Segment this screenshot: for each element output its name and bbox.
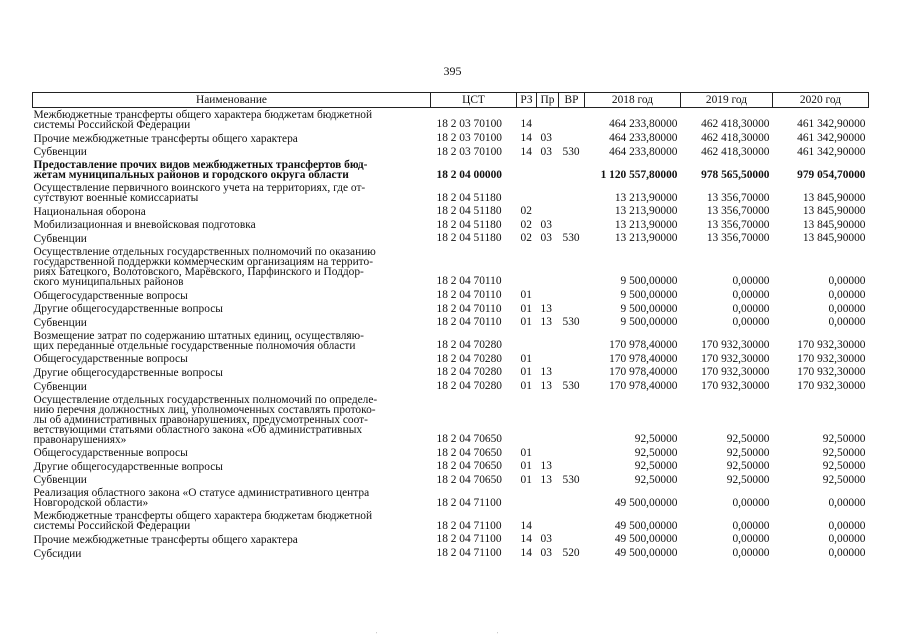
table-row xyxy=(33,329,869,352)
row-name-line: Осуществление отдельных государственных полномочий по определе- xyxy=(33,393,378,406)
row-rz: 01 xyxy=(520,302,532,315)
row-name-line: Возмещение затрат по содержанию штатных единиц, осуществляю- xyxy=(33,329,364,342)
row-name xyxy=(33,509,431,532)
row-vr xyxy=(559,459,585,473)
row-y2018: 92,50000 xyxy=(634,432,678,445)
row-vr xyxy=(559,393,585,446)
table-body xyxy=(33,108,869,560)
row-cst: 18 2 04 51180 xyxy=(436,191,502,204)
header-rz: РЗ xyxy=(517,93,537,108)
table-row xyxy=(33,218,869,232)
row-y2019: 92,50000 xyxy=(726,446,770,459)
row-cst: 18 2 04 70110 xyxy=(436,288,502,301)
table-row xyxy=(33,131,869,145)
row-rz: 01 xyxy=(520,473,532,486)
table-row xyxy=(33,302,869,316)
row-name-line: Осуществление первичного воинского учета на территориях, где от- xyxy=(33,182,366,195)
table-row xyxy=(33,459,869,473)
row-name-line: сутствуют военные комиссариаты xyxy=(33,192,199,205)
row-y2020: 0,00000 xyxy=(828,302,866,315)
row-name-line: нию перечня должностных лиц, уполномоченных составлять протоко- xyxy=(33,403,376,416)
row-pr xyxy=(537,329,559,352)
row-name-line: Другие общегосударственные вопросы xyxy=(33,303,223,316)
row-name xyxy=(33,459,431,473)
row-y2019: 0,00000 xyxy=(732,288,770,301)
row-y2019: 13 356,70000 xyxy=(706,232,770,245)
row-y2019: 170 932,30000 xyxy=(701,379,770,392)
table-row xyxy=(33,158,869,181)
row-y2018: 13 213,90000 xyxy=(614,191,678,204)
row-name-line: Национальная оборона xyxy=(33,205,146,218)
row-name-line: Общегосударственные вопросы xyxy=(33,447,188,460)
row-y2020: 13 845,90000 xyxy=(802,232,866,245)
row-name xyxy=(33,288,431,302)
header-name: Наименование xyxy=(33,93,431,108)
table-row xyxy=(33,288,869,302)
row-name-line: Прочие межбюджетные трансферты общего характера xyxy=(33,533,298,546)
row-vr xyxy=(559,245,585,288)
row-name-line: Субвенции xyxy=(33,380,87,393)
row-name xyxy=(33,245,431,288)
row-name-line: Другие общегосударственные вопросы xyxy=(33,366,223,379)
row-vr xyxy=(559,131,585,145)
table-row xyxy=(33,315,869,329)
row-pr: 03 xyxy=(540,132,552,144)
row-y2019: 0,00000 xyxy=(732,275,770,288)
table-row xyxy=(33,145,869,159)
table-row xyxy=(33,204,869,218)
row-vr: 520 xyxy=(562,546,580,559)
row-vr xyxy=(559,302,585,316)
scan-mark: ' xyxy=(376,632,378,638)
row-name-line: лы об административных правонарушениях, предусмотренных соот- xyxy=(33,413,368,426)
row-cst: 18 2 04 70650 xyxy=(436,432,502,445)
row-pr xyxy=(537,204,559,218)
budget-table xyxy=(32,92,869,560)
row-y2018: 13 213,90000 xyxy=(614,205,678,218)
row-cst: 18 2 04 70110 xyxy=(436,275,502,288)
row-vr: 530 xyxy=(562,145,580,158)
row-name xyxy=(33,329,431,352)
row-pr xyxy=(537,288,559,302)
row-cst: 18 2 04 71100 xyxy=(436,533,502,546)
row-vr xyxy=(559,329,585,352)
row-vr xyxy=(559,446,585,460)
table-row xyxy=(33,393,869,446)
row-y2018: 49 500,00000 xyxy=(614,533,678,546)
row-name-line: правонарушениях» xyxy=(33,433,127,446)
row-name-line: системы Российской Федерации xyxy=(33,520,191,533)
header-pr: Пр xyxy=(537,93,559,108)
row-y2018: 92,50000 xyxy=(634,460,678,473)
row-name-line: щих переданные отдельные государственные полномочия области xyxy=(33,339,356,352)
row-vr xyxy=(559,158,585,181)
row-rz: 01 xyxy=(520,288,532,301)
row-name-line: Субвенции xyxy=(33,232,87,245)
page-number: 395 xyxy=(443,64,462,78)
row-vr: 530 xyxy=(562,379,580,392)
row-y2018: 13 213,90000 xyxy=(614,218,678,231)
row-name xyxy=(33,546,431,560)
row-rz xyxy=(517,245,537,288)
row-name xyxy=(33,158,431,181)
table-row xyxy=(33,546,869,560)
row-y2020: 461 342,90000 xyxy=(797,145,866,158)
table-row xyxy=(33,532,869,546)
row-rz: 02 xyxy=(520,232,532,245)
row-pr: 03 xyxy=(540,533,552,546)
row-pr xyxy=(537,245,559,288)
row-name-line: Мобилизационная и вневойсковая подготовка xyxy=(33,219,256,232)
header-cst: ЦСТ xyxy=(431,93,517,108)
row-y2020: 92,50000 xyxy=(822,432,866,445)
row-name xyxy=(33,315,431,329)
row-cst: 18 2 04 51180 xyxy=(436,232,502,245)
row-vr xyxy=(559,108,585,132)
row-y2018: 170 978,40000 xyxy=(609,352,678,365)
row-pr: 13 xyxy=(540,473,552,486)
row-y2019: 13 356,70000 xyxy=(706,205,770,218)
row-name-line: риях Батецкого, Волотовского, Марёвского, Парфинского и Поддор- xyxy=(33,265,364,278)
row-y2019: 462 418,30000 xyxy=(701,132,770,144)
row-name-line: Прочие межбюджетные трансферты общего характера xyxy=(33,132,298,145)
row-pr xyxy=(537,181,559,204)
row-name xyxy=(33,181,431,204)
row-y2020: 0,00000 xyxy=(828,316,866,329)
row-vr xyxy=(559,204,585,218)
row-y2020: 0,00000 xyxy=(828,533,866,546)
row-cst: 18 2 04 00000 xyxy=(436,168,502,181)
row-pr xyxy=(537,108,559,132)
row-rz: 01 xyxy=(520,316,532,329)
row-cst: 18 2 04 70650 xyxy=(436,446,502,459)
row-y2019: 0,00000 xyxy=(732,302,770,315)
row-pr xyxy=(537,446,559,460)
row-y2019: 462 418,30000 xyxy=(701,145,770,158)
row-cst: 18 2 04 70110 xyxy=(436,316,502,329)
row-y2018: 464 233,80000 xyxy=(609,145,678,158)
row-y2019: 170 932,30000 xyxy=(701,352,770,365)
row-y2020: 170 932,30000 xyxy=(797,366,866,379)
row-y2019: 92,50000 xyxy=(726,432,770,445)
row-cst: 18 2 04 70280 xyxy=(436,379,502,392)
header-2019: 2019 год xyxy=(681,93,773,108)
table-row xyxy=(33,509,869,532)
row-y2020: 92,50000 xyxy=(822,473,866,486)
row-rz: 14 xyxy=(520,145,532,158)
table-row xyxy=(33,181,869,204)
row-y2019: 13 356,70000 xyxy=(706,191,770,204)
row-name-line: ского муниципальных районов xyxy=(33,275,184,288)
row-y2020: 461 342,90000 xyxy=(797,118,866,131)
row-cst: 18 2 04 51180 xyxy=(436,205,502,218)
row-pr: 03 xyxy=(540,145,552,158)
table-row xyxy=(33,352,869,366)
row-name-line: ветствующими статьями областного закона «Об административных xyxy=(33,423,363,436)
row-name-line: Субвенции xyxy=(33,146,87,159)
row-y2018: 9 500,00000 xyxy=(620,275,678,288)
row-name-line: государственной поддержки коммерческим организациям на террито- xyxy=(33,255,373,268)
row-rz: 02 xyxy=(520,218,532,231)
row-vr: 530 xyxy=(562,232,580,245)
row-cst: 18 2 04 71100 xyxy=(436,546,502,559)
row-y2020: 13 845,90000 xyxy=(802,218,866,231)
row-y2019: 0,00000 xyxy=(732,496,770,509)
row-y2018: 13 213,90000 xyxy=(614,232,678,245)
row-rz xyxy=(517,181,537,204)
row-y2019: 170 932,30000 xyxy=(701,366,770,379)
row-name xyxy=(33,486,431,509)
row-name-line: Общегосударственные вопросы xyxy=(33,289,188,302)
row-rz xyxy=(517,486,537,509)
row-name xyxy=(33,473,431,487)
row-name-line: Другие общегосударственные вопросы xyxy=(33,460,223,473)
row-cst: 18 2 03 70100 xyxy=(436,118,502,131)
row-y2020: 170 932,30000 xyxy=(797,339,866,352)
row-name xyxy=(33,532,431,546)
row-pr: 13 xyxy=(540,302,552,315)
row-rz: 14 xyxy=(520,118,532,131)
row-y2020: 92,50000 xyxy=(822,460,866,473)
row-pr: 03 xyxy=(540,546,552,559)
row-y2018: 9 500,00000 xyxy=(620,288,678,301)
row-cst: 18 2 04 71100 xyxy=(436,496,502,509)
row-rz xyxy=(517,329,537,352)
row-pr: 13 xyxy=(540,460,552,473)
row-name-line: Субвенции xyxy=(33,316,87,329)
row-pr: 13 xyxy=(540,316,552,329)
row-rz xyxy=(517,393,537,446)
row-cst: 18 2 04 51180 xyxy=(436,218,502,231)
row-y2018: 92,50000 xyxy=(634,473,678,486)
row-vr xyxy=(559,218,585,232)
row-y2020: 0,00000 xyxy=(828,546,866,559)
row-cst: 18 2 03 70100 xyxy=(436,132,502,144)
row-name xyxy=(33,379,431,393)
row-rz: 14 xyxy=(520,132,532,144)
table-row xyxy=(33,379,869,393)
row-y2018: 170 978,40000 xyxy=(609,339,678,352)
row-y2018: 170 978,40000 xyxy=(609,366,678,379)
row-name xyxy=(33,365,431,379)
header-2020: 2020 год xyxy=(773,93,869,108)
table-row xyxy=(33,231,869,245)
row-y2020: 0,00000 xyxy=(828,275,866,288)
row-rz: 14 xyxy=(520,546,532,559)
row-name xyxy=(33,108,431,132)
row-pr: 03 xyxy=(540,218,552,231)
row-cst: 18 2 04 70650 xyxy=(436,473,502,486)
table-row xyxy=(33,446,869,460)
row-vr xyxy=(559,365,585,379)
row-name-line: Субсидии xyxy=(33,547,82,560)
row-y2020: 92,50000 xyxy=(822,446,866,459)
row-y2018: 49 500,00000 xyxy=(614,519,678,532)
row-rz: 14 xyxy=(520,533,532,546)
row-rz: 01 xyxy=(520,446,532,459)
row-cst: 18 2 04 71100 xyxy=(436,519,502,532)
row-y2019: 92,50000 xyxy=(726,460,770,473)
row-cst: 18 2 03 70100 xyxy=(436,145,502,158)
row-rz: 01 xyxy=(520,379,532,392)
row-y2020: 13 845,90000 xyxy=(802,205,866,218)
row-pr xyxy=(537,352,559,366)
row-name-line: Предоставление прочих видов межбюджетных трансфертов бюд- xyxy=(33,159,368,172)
header-vr: ВР xyxy=(559,93,585,108)
row-y2019: 13 356,70000 xyxy=(706,218,770,231)
row-y2019: 0,00000 xyxy=(732,533,770,546)
table-row xyxy=(33,365,869,379)
row-y2020: 461 342,90000 xyxy=(797,132,866,144)
scan-mark: ' xyxy=(497,632,499,638)
row-name xyxy=(33,393,431,446)
row-y2019: 0,00000 xyxy=(732,519,770,532)
row-y2020: 979 054,70000 xyxy=(797,168,866,181)
row-name-line: системы Российской Федерации xyxy=(33,119,191,131)
row-name-line: Субвенции xyxy=(33,474,87,487)
row-name xyxy=(33,131,431,145)
row-pr xyxy=(537,393,559,446)
row-name-line: Межбюджетные трансферты общего характера бюджетам бюджетной xyxy=(33,109,373,121)
table-row xyxy=(33,245,869,288)
row-y2018: 464 233,80000 xyxy=(609,118,678,131)
row-cst: 18 2 04 70280 xyxy=(436,366,502,379)
row-name-line: Новгородской области» xyxy=(33,497,149,510)
table-row xyxy=(33,473,869,487)
table-row xyxy=(33,486,869,509)
header-2018: 2018 год xyxy=(585,93,681,108)
row-name xyxy=(33,231,431,245)
row-name-line: Межбюджетные трансферты общего характера бюджетам бюджетной xyxy=(33,510,373,523)
row-rz: 14 xyxy=(520,519,532,532)
row-pr: 13 xyxy=(540,366,552,379)
table-header xyxy=(33,93,869,108)
row-name-line: Общегосударственные вопросы xyxy=(33,353,188,366)
row-name-line: Реализация областного закона «О статусе административного центра xyxy=(33,487,370,500)
row-y2018: 464 233,80000 xyxy=(609,132,678,144)
row-name xyxy=(33,302,431,316)
row-rz: 01 xyxy=(520,460,532,473)
row-y2019: 0,00000 xyxy=(732,546,770,559)
row-y2018: 49 500,00000 xyxy=(614,496,678,509)
row-name-line: жетам муниципальных районов и городского округа области xyxy=(33,169,349,182)
row-y2019: 170 932,30000 xyxy=(701,339,770,352)
row-y2020: 170 932,30000 xyxy=(797,379,866,392)
row-pr xyxy=(537,509,559,532)
row-name xyxy=(33,145,431,159)
row-y2018: 1 120 557,80000 xyxy=(600,168,678,181)
row-y2019: 462 418,30000 xyxy=(701,118,770,131)
row-vr xyxy=(559,181,585,204)
row-cst: 18 2 04 70280 xyxy=(436,352,502,365)
row-y2019: 92,50000 xyxy=(726,473,770,486)
row-y2018: 9 500,00000 xyxy=(620,316,678,329)
row-pr: 13 xyxy=(540,379,552,392)
row-rz: 01 xyxy=(520,366,532,379)
row-vr: 530 xyxy=(562,473,580,486)
row-y2019: 0,00000 xyxy=(732,316,770,329)
row-rz: 01 xyxy=(520,352,532,365)
row-vr xyxy=(559,486,585,509)
row-name xyxy=(33,352,431,366)
row-cst: 18 2 04 70110 xyxy=(436,302,502,315)
row-y2019: 978 565,50000 xyxy=(701,168,770,181)
row-vr xyxy=(559,352,585,366)
row-name-line: Осуществление отдельных государственных полномочий по оказанию xyxy=(33,245,376,258)
row-y2018: 92,50000 xyxy=(634,446,678,459)
table-row xyxy=(33,108,869,132)
row-y2020: 0,00000 xyxy=(828,519,866,532)
row-name xyxy=(33,218,431,232)
row-cst: 18 2 04 70650 xyxy=(436,460,502,473)
row-y2020: 170 932,30000 xyxy=(797,352,866,365)
row-name xyxy=(33,204,431,218)
row-vr: 530 xyxy=(562,316,580,329)
row-y2020: 13 845,90000 xyxy=(802,191,866,204)
row-pr xyxy=(537,486,559,509)
row-rz: 02 xyxy=(520,205,532,218)
row-pr xyxy=(537,158,559,181)
row-cst: 18 2 04 70280 xyxy=(436,339,502,352)
row-y2018: 49 500,00000 xyxy=(614,546,678,559)
row-rz xyxy=(517,158,537,181)
row-vr xyxy=(559,532,585,546)
row-name xyxy=(33,446,431,460)
row-vr xyxy=(559,509,585,532)
row-y2020: 0,00000 xyxy=(828,288,866,301)
row-y2020: 0,00000 xyxy=(828,496,866,509)
row-y2018: 170 978,40000 xyxy=(609,379,678,392)
row-vr xyxy=(559,288,585,302)
row-y2018: 9 500,00000 xyxy=(620,302,678,315)
row-pr: 03 xyxy=(540,232,552,245)
